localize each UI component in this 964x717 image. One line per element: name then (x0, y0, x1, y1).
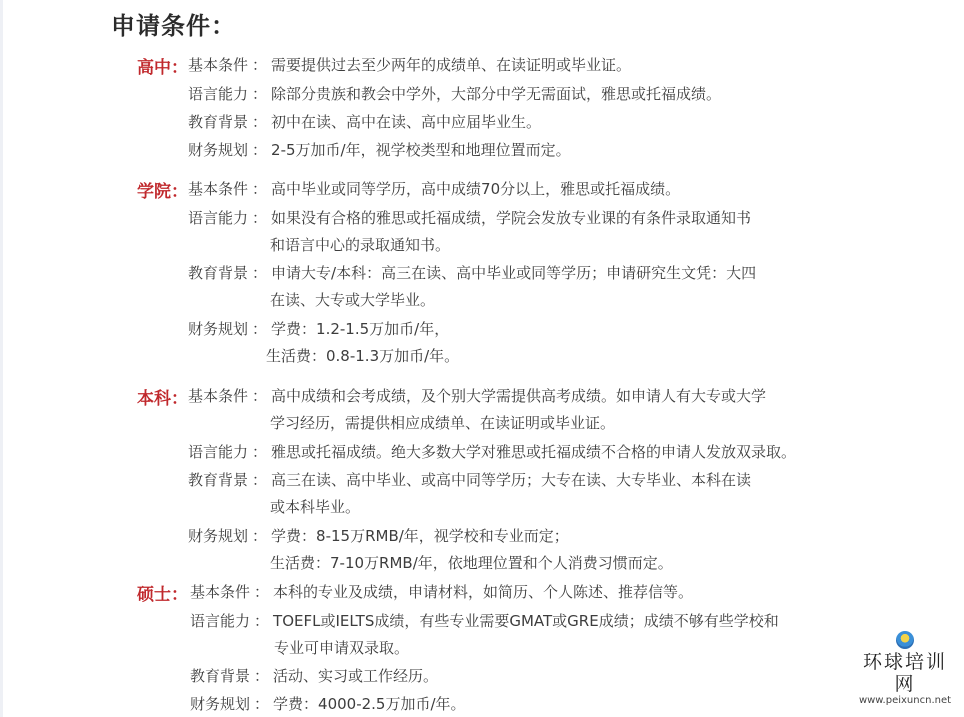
requirement-row (190, 582, 693, 602)
requirement-row-continuation: 生活费：7-10万RMB/年，依地理位置和个人消费习惯而定。 (270, 554, 673, 572)
requirement-row (188, 263, 756, 283)
requirement-row (188, 442, 796, 462)
row-label: 语言能力 (188, 443, 249, 461)
row-text: 高中成绩和会考成绩，及个别大学需提供高考成绩。如申请人有大专或大学 (271, 387, 767, 405)
requirement-row (190, 694, 466, 714)
requirement-row-continuation: 和语言中心的录取通知书。 (270, 236, 451, 254)
row-text: TOEFL或IELTS成绩，有些专业需要GMAT或GRE成绩；成绩不够有些学校和 (273, 612, 779, 630)
row-separator: ： (252, 85, 268, 103)
row-label: 基本条件 (188, 180, 249, 198)
row-text: 本科的专业及成绩，申请材料，如简历、个人陈述、推荐信等。 (273, 583, 694, 601)
row-text: 初中在读、高中在读、高中应届毕业生。 (271, 113, 542, 131)
requirement-row-continuation: 学习经历，需提供相应成绩单、在读证明或毕业证。 (270, 414, 616, 432)
row-separator: ： (252, 443, 268, 461)
requirement-row (188, 112, 541, 132)
row-text: 学费：4000-2.5万加币/年。 (273, 695, 466, 713)
row-separator: ： (254, 667, 270, 685)
row-label: 语言能力 (188, 209, 249, 227)
row-label: 财务规划 (188, 141, 249, 159)
requirement-row (188, 470, 751, 490)
row-label: 财务规划 (188, 320, 249, 338)
site-watermark (854, 631, 956, 707)
row-label: 教育背景 (188, 264, 249, 282)
row-label: 基本条件 (188, 387, 249, 405)
requirement-row (188, 179, 680, 199)
row-label: 语言能力 (188, 85, 249, 103)
row-label: 教育背景 (188, 471, 249, 489)
requirement-row (190, 611, 779, 631)
row-text: 高三在读、高中毕业、或高中同等学历；大专在读、大专毕业、本科在读 (271, 471, 752, 489)
row-label: 财务规划 (190, 695, 251, 713)
requirement-row (188, 386, 766, 406)
row-separator: ： (252, 209, 268, 227)
requirement-row (188, 208, 751, 228)
row-separator: ： (252, 141, 268, 159)
page-edge (0, 0, 3, 717)
requirement-row (188, 140, 571, 160)
section-level-label: 硕士： (137, 585, 188, 605)
requirement-row (190, 666, 438, 686)
row-text: 如果没有合格的雅思或托福成绩，学院会发放专业课的有条件录取通知书 (271, 209, 752, 227)
row-text: 活动、实习或工作经历。 (273, 667, 439, 685)
watermark-name: 环球培训网 (862, 651, 947, 695)
requirement-row-continuation: 在读、大专或大学毕业。 (270, 291, 436, 309)
row-text: 学费：8-15万RMB/年，视学校和专业而定； (271, 527, 569, 545)
row-separator: ： (252, 320, 268, 338)
row-separator: ： (252, 527, 268, 545)
row-separator: ： (254, 695, 270, 713)
section-level-label: 高中： (137, 58, 188, 78)
row-separator: ： (252, 56, 268, 74)
row-text: 申请大专/本科：高三在读、高中毕业或同等学历；申请研究生文凭：大四 (271, 264, 757, 282)
row-separator: ： (252, 471, 268, 489)
requirement-row (188, 84, 721, 104)
row-separator: ： (254, 612, 270, 630)
requirement-row-continuation: 生活费：0.8-1.3万加币/年。 (266, 347, 460, 365)
requirement-row (188, 526, 569, 546)
row-text: 高中毕业或同等学历，高中成绩70分以上，雅思或托福成绩。 (271, 180, 681, 198)
row-text: 学费：1.2-1.5万加币/年， (271, 320, 450, 338)
row-label: 财务规划 (188, 527, 249, 545)
requirement-row (188, 319, 449, 339)
row-label: 基本条件 (190, 583, 251, 601)
page-title: 申请条件： (111, 12, 236, 40)
requirement-row-continuation: 专业可申请双录取。 (274, 639, 410, 657)
requirement-row-continuation: 或本科毕业。 (270, 498, 361, 516)
section-level-label: 学院： (137, 182, 188, 202)
row-text: 需要提供过去至少两年的成绩单、在读证明或毕业证。 (271, 56, 632, 74)
site-logo-icon (896, 631, 914, 649)
row-label: 教育背景 (188, 113, 249, 131)
row-text: 2-5万加币/年，视学校类型和地理位置而定。 (271, 141, 571, 159)
row-separator: ： (252, 180, 268, 198)
row-label: 基本条件 (188, 56, 249, 74)
row-text: 除部分贵族和教会中学外，大部分中学无需面试，雅思或托福成绩。 (271, 85, 722, 103)
row-separator: ： (252, 113, 268, 131)
row-text: 雅思或托福成绩。绝大多数大学对雅思或托福成绩不合格的申请人发放双录取。 (271, 443, 797, 461)
watermark-url: www.peixuncn.net (858, 695, 952, 706)
requirement-row (188, 55, 631, 75)
row-label: 教育背景 (190, 667, 251, 685)
row-separator: ： (254, 583, 270, 601)
row-separator: ： (252, 264, 268, 282)
row-separator: ： (252, 387, 268, 405)
section-level-label: 本科： (137, 389, 188, 409)
row-label: 语言能力 (190, 612, 251, 630)
